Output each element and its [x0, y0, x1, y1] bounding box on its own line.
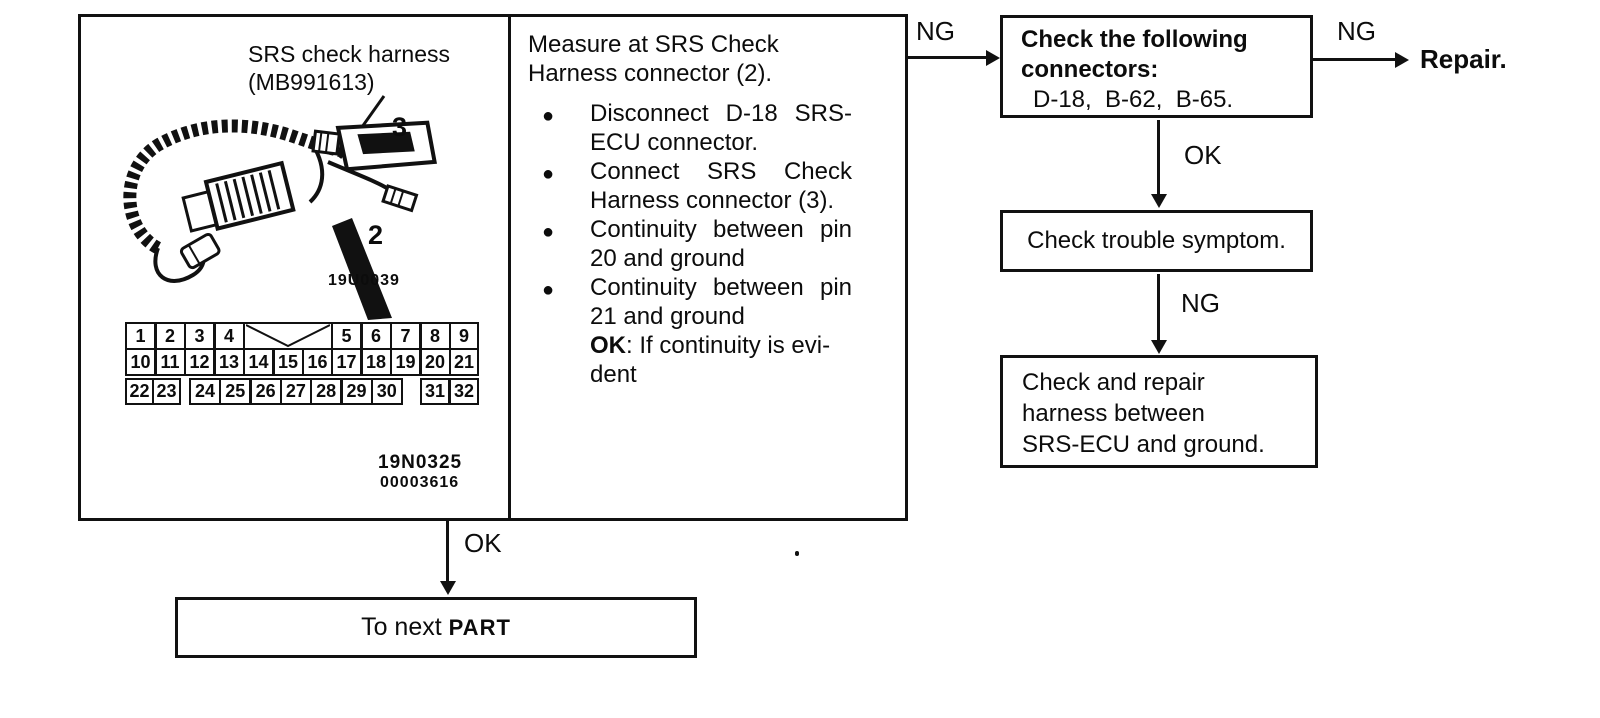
harness-label-line1: SRS check harness [248, 41, 450, 67]
pin-cell: 24 [189, 378, 221, 405]
ok-text-part1: : If continuity is evi- [626, 332, 831, 359]
pin-cell: 22 [125, 378, 154, 405]
pin-cell: 23 [152, 378, 181, 405]
pin-cell: 11 [155, 348, 186, 376]
harness-repair-box [1000, 355, 1318, 468]
instruction-intro: Measure at SRS Check Harness connector (2). [528, 31, 779, 87]
pin-cell: 18 [361, 348, 392, 376]
figure-code-main: 19N0325 [378, 452, 463, 473]
to-next-part-text [361, 613, 511, 642]
pin-cell: 5 [331, 322, 362, 350]
pin-cell: 20 [420, 348, 451, 376]
pin-grid-notch [243, 322, 333, 350]
connectors-box-line2: connectors: [1021, 56, 1159, 83]
instruction-panel [528, 30, 873, 389]
instruction-bullet [528, 157, 873, 215]
sub-connector-1 [383, 186, 416, 210]
connectors-box-line1: Check the following [1021, 26, 1248, 53]
flow-arrow-ok-to-next [446, 521, 449, 583]
ok-keyword: OK [590, 332, 626, 359]
bullet-text: Continuity between pin 21 and ground [590, 274, 852, 330]
to-next-text: To next [361, 613, 449, 641]
instruction-bullet [528, 273, 873, 331]
pin-cell: 15 [273, 348, 304, 376]
pin-cell: 8 [420, 322, 451, 350]
ng-label-top-right: NG [1337, 16, 1376, 46]
bullet-icon: ● [542, 105, 555, 127]
instruction-bullet [528, 99, 873, 157]
pin-cell: 1 [125, 322, 156, 350]
pin-cell: 4 [214, 322, 245, 350]
ok-condition-line2: dent [590, 361, 637, 388]
bullet-icon: ● [542, 279, 555, 301]
callout-3: 3 [392, 112, 408, 142]
to-next-part-box [175, 597, 697, 658]
figure-code-small: 19U0039 [328, 272, 400, 289]
pin-cell: 25 [219, 378, 251, 405]
bullet-icon: ● [542, 221, 555, 243]
bullet-text: Connect SRS Check Harness connector (3). [590, 158, 852, 214]
sub-connector-2 [180, 233, 220, 269]
harness-illustration [88, 90, 500, 328]
branch-wire-1 [310, 145, 322, 202]
pin-cell: 13 [214, 348, 245, 376]
bullet-text: Disconnect D-18 SRS-ECU connector. [590, 100, 852, 156]
pin-cell: 27 [280, 378, 312, 405]
pin-cell: 10 [125, 348, 156, 376]
pin-cell: 9 [449, 322, 479, 350]
trouble-symptom-box [1000, 210, 1313, 272]
pin-cell: 7 [390, 322, 421, 350]
notch-v-shape [246, 324, 330, 348]
harness-box-line1: Check and repair [1022, 369, 1205, 396]
connector-3-drawing [311, 109, 439, 179]
pin-cell: 29 [341, 378, 373, 405]
flow-arrow-ng-to-harness [1157, 274, 1160, 342]
pin-cell: 17 [331, 348, 362, 376]
trouble-box-text: Check trouble symptom. [1027, 227, 1286, 254]
panel-divider [508, 14, 511, 521]
arrowhead-down-icon [1151, 194, 1167, 208]
pin-cell: 12 [184, 348, 215, 376]
pin-cell: 28 [310, 378, 342, 405]
ok-label-bottom: OK [464, 528, 502, 558]
arrowhead-right-icon [1395, 52, 1409, 68]
pin-cell: 21 [449, 348, 479, 376]
figure-code-sub: 00003616 [380, 474, 460, 491]
connector-2-drawing [181, 163, 294, 235]
connectors-check-box [1000, 15, 1313, 118]
harness-label [248, 40, 450, 96]
pin-cell: 16 [302, 348, 333, 376]
callout-2: 2 [368, 220, 384, 250]
connectors-box-line3: D-18, B-62, B-65. [1033, 86, 1234, 113]
ng-label-top-left: NG [916, 16, 955, 46]
arrowhead-right-icon [986, 50, 1000, 66]
flow-arrow-ng-to-repair [1313, 58, 1397, 61]
arrowhead-down-icon [1151, 340, 1167, 354]
ok-condition-line1 [590, 331, 860, 360]
flow-arrow-ok-to-trouble [1157, 120, 1160, 196]
pin-cell: 6 [361, 322, 392, 350]
harness-box-line3: SRS-ECU and ground. [1022, 431, 1265, 458]
flow-arrow-ng-to-connectors [908, 56, 988, 59]
part-text: PART [448, 615, 511, 640]
pin-cell: 26 [250, 378, 282, 405]
bullet-icon: ● [542, 163, 555, 185]
arrowhead-down-icon [440, 581, 456, 595]
repair-label: Repair. [1420, 44, 1507, 74]
pin-cell: 3 [184, 322, 215, 350]
instruction-bullet [528, 215, 873, 273]
pin-cell: 31 [420, 378, 450, 405]
pin-cell: 32 [449, 378, 479, 405]
bullet-text: Continuity between pin 20 and ground [590, 216, 852, 272]
pin-cell: 30 [371, 378, 403, 405]
ok-label-mid: OK [1184, 140, 1222, 170]
scan-dot-artifact [795, 551, 799, 556]
pin-cell: 19 [390, 348, 421, 376]
pin-cell: 14 [243, 348, 274, 376]
pin-cell: 2 [155, 322, 186, 350]
connector-pin-grid [125, 322, 479, 406]
harness-box-line2: harness between [1022, 400, 1205, 427]
ng-label-mid: NG [1181, 288, 1220, 318]
harness-label-line2: (MB991613) [248, 69, 375, 95]
